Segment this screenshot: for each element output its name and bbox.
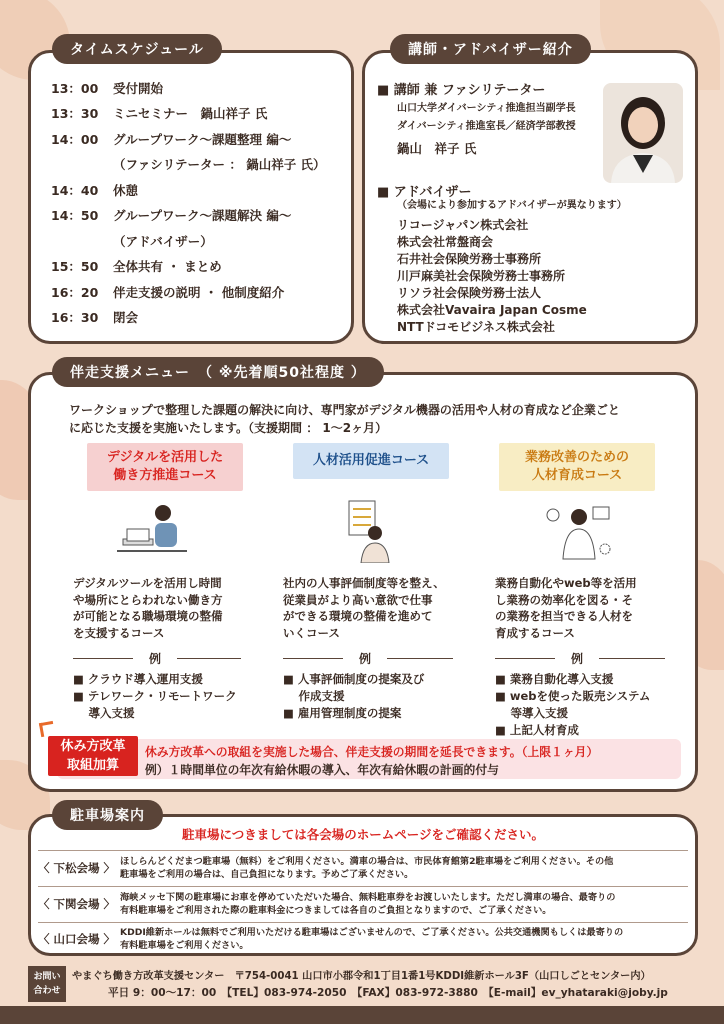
list-item: 石井社会保険労務士事務所 bbox=[397, 252, 542, 266]
footer-address: やまぐち働き方改革支援センター 〒754-0041 山口市小郡令和1丁目1番1号KDDI維新ホール3F（山口しごとセンター内） bbox=[72, 971, 651, 982]
example-list: ■ クラウド導入運用支援 ■ テレワーク・リモートワーク 導入支援 bbox=[73, 672, 237, 720]
affiliation: ダイバーシティ推進室長／経済学部教授 bbox=[397, 121, 576, 132]
schedule-row: 15：50 全体共有 ・ まとめ bbox=[51, 259, 222, 275]
business-improvement-illustration bbox=[539, 499, 619, 563]
schedule-list bbox=[51, 75, 341, 330]
bonus-text: 休み方改革への取組を実施した場合、伴走支援の期間を延長できます。（上限１ヶ月） bbox=[145, 745, 599, 759]
schedule-row: 14：00 グループワーク～課題整理 編～ bbox=[51, 131, 292, 147]
hr-evaluation-illustration bbox=[335, 499, 405, 563]
lecturer-panel bbox=[362, 50, 698, 344]
divider bbox=[177, 658, 241, 659]
list-item: 株式会社Vavaira Japan Cosme bbox=[397, 303, 587, 317]
schedule-row: （アドバイザー） bbox=[113, 233, 213, 249]
divider bbox=[599, 658, 665, 659]
company-list bbox=[397, 217, 587, 336]
contact-label: お問い 合わせ bbox=[28, 966, 66, 1002]
advisor-heading: ■ アドバイザー bbox=[377, 185, 472, 200]
course-description: 社内の人事評価制度等を整え、 従業員がより高い意欲で仕事 ができる環境の整備を進めて いくコース bbox=[283, 576, 445, 640]
advisor-note: （会場により参加するアドバイザーが異なります） bbox=[397, 200, 627, 211]
divider bbox=[283, 658, 343, 659]
footer-bar bbox=[0, 1006, 724, 1024]
schedule-row: 16：20 伴走支援の説明 ・ 他制度紹介 bbox=[51, 284, 285, 300]
schedule-panel bbox=[28, 50, 354, 344]
bonus-example: 例）１時間単位の年次有給休暇の導入、年次有給休暇の計画的付与 bbox=[145, 763, 499, 777]
schedule-row: 13：30 ミニセミナー 鍋山祥子 氏 bbox=[51, 106, 268, 122]
schedule-row: 14：50 グループワーク～課題解決 編～ bbox=[51, 208, 292, 224]
menu-intro: ワークショップで整理した課題の解決に向け、専門家がデジタル機器の活用や人材の育成など企業ごと に応じた支援を実施いたします。（支援期間 ： 1～2ヶ月） bbox=[69, 403, 620, 435]
example-list: ■ 業務自動化導入支援 ■ webを使った販売システム 等導入支援 ■ 上記人材育成 bbox=[495, 672, 651, 737]
course-description: デジタルツールを活用し時間 や場所にとらわれない働き方 が可能となる職場環境の整備 を支援するコース bbox=[73, 576, 223, 640]
footer-contact: 平日 9：00～17：00 【TEL】083-974-2050 【FAX】083-972-3880 【E-mail】ev_yhataraki@joby.jp bbox=[108, 987, 668, 999]
schedule-row: 13：00 受付開始 bbox=[51, 80, 164, 96]
menu-title: 伴走支援メニュー （ ※先着順50社程度 ） bbox=[52, 357, 384, 387]
parking-title: 駐車場案内 bbox=[52, 800, 163, 830]
parking-notice: 駐車場につきましては各会場のホームページをご確認ください。 bbox=[181, 827, 544, 842]
list-item: NTTドコモビジネス株式会社 bbox=[397, 320, 555, 334]
divider bbox=[495, 658, 555, 659]
schedule-row: （ファシリテーター ： 鍋山祥子 氏） bbox=[113, 157, 326, 173]
course-title-improvement: 業務改善のための 人材育成コース bbox=[499, 443, 655, 491]
example-label: 例 bbox=[570, 652, 583, 666]
lecturer-name: 鍋山 祥子 氏 bbox=[397, 141, 477, 156]
lecturer-title: 講師・アドバイザー紹介 bbox=[390, 34, 591, 64]
divider bbox=[73, 658, 133, 659]
menu-panel bbox=[28, 372, 698, 792]
list-item: 株式会社常盤商会 bbox=[397, 235, 494, 249]
parking-row: 〈 下松会場 〉 ほしらんどくだまつ駐車場（無料）をご利用ください。満車の場合は、市民体育館第2駐車場をご利用ください。その他 駐車場をご利用の場合は、自己負担になります。予めご了承ください。 bbox=[38, 850, 688, 884]
divider bbox=[387, 658, 453, 659]
bonus-badge: 休み方改革 取組加算 bbox=[48, 736, 138, 776]
affiliation: 山口大学ダイバーシティ推進担当副学長 bbox=[397, 103, 576, 114]
example-label: 例 bbox=[358, 652, 371, 666]
list-item: 川戸麻美社会保険労務士事務所 bbox=[397, 269, 566, 283]
digital-work-illustration bbox=[117, 503, 197, 563]
schedule-row: 16：30 閉会 bbox=[51, 310, 139, 326]
parking-row: 〈 山口会場 〉 KDDI維新ホールは無料でご利用いただける駐車場はございませんので、ご了承ください。公共交通機関もしくは最寄りの 有料駐車場をご利用ください。 bbox=[38, 922, 688, 954]
facilitator-heading: ■ 講師 兼 ファシリテーター bbox=[377, 83, 546, 98]
schedule-row: 14：40 休憩 bbox=[51, 182, 139, 198]
lecturer-photo bbox=[603, 83, 683, 183]
list-item: リソラ社会保険労務士法人 bbox=[397, 286, 542, 300]
badge-corner-decoration bbox=[39, 721, 55, 737]
example-label: 例 bbox=[148, 652, 161, 666]
course-title-hr: 人材活用促進コース bbox=[293, 443, 449, 479]
course-description: 業務自動化やweb等を活用 し業務の効率化を図る・そ の業務を担当できる人材を 育成するコース bbox=[495, 576, 637, 640]
example-list: ■ 人事評価制度の提案及び 作成支援 ■ 雇用管理制度の提案 bbox=[283, 672, 425, 720]
parking-row: 〈 下関会場 〉 海峡メッセ下関の駐車場にお車を停めていただいた場合、無料駐車券をお渡しいたします。ただし満車の場合、最寄りの 有料駐車場をご利用された際の駐車料金につきましては各自のご負担となりますので、ご了承ください。 bbox=[38, 886, 688, 920]
list-item: リコージャパン株式会社 bbox=[397, 218, 529, 232]
course-title-digital: デジタルを活用した 働き方推進コース bbox=[87, 443, 243, 491]
schedule-title: タイムスケジュール bbox=[52, 34, 222, 64]
